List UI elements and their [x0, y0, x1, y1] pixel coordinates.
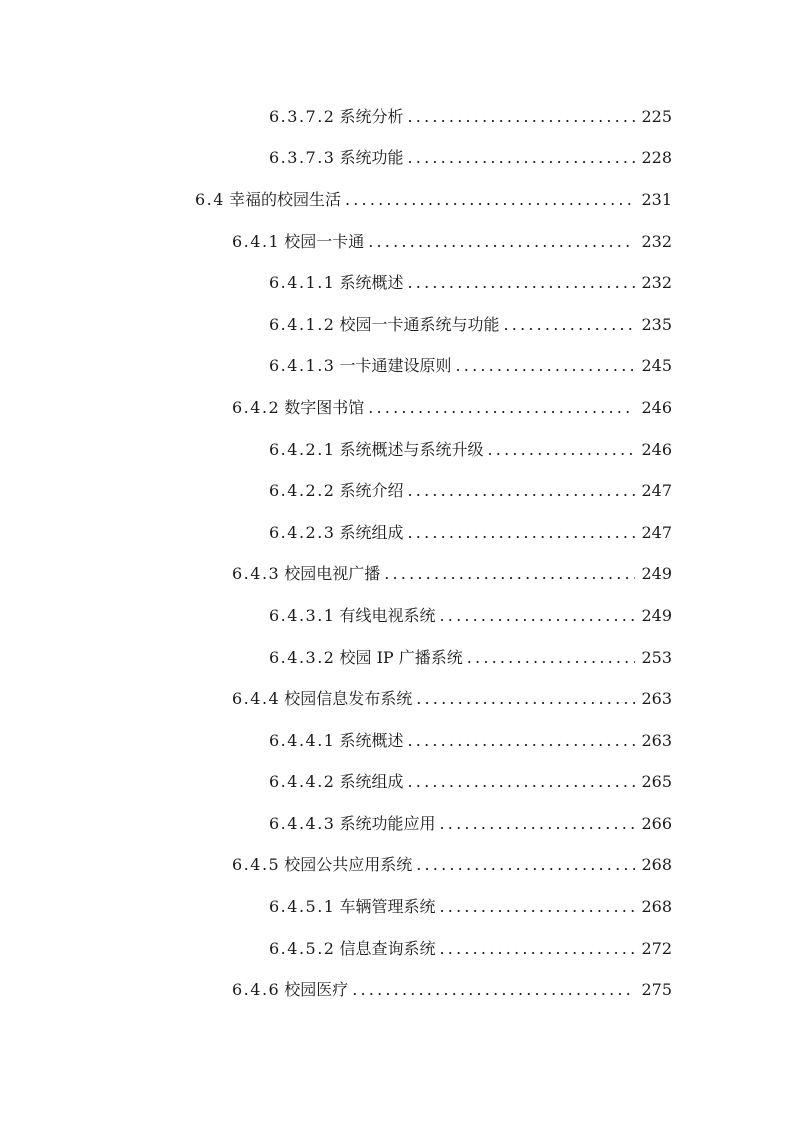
toc-dot-leader [408, 148, 636, 168]
toc-entry-number: 6.4.2.2 [269, 481, 336, 501]
toc-entry-page: 249 [641, 605, 672, 625]
toc-entry[interactable] [0, 304, 793, 346]
toc-entry[interactable] [0, 179, 793, 221]
toc-entry-title: 系统介绍 [339, 481, 404, 501]
toc-dot-leader [368, 398, 635, 418]
toc-entry[interactable] [0, 262, 793, 304]
toc-dot-leader [408, 107, 636, 127]
toc-entry-title: 幸福的校园生活 [228, 189, 341, 209]
toc-entry-title: 数字图书馆 [284, 397, 365, 417]
toc-entry-page: 268 [641, 897, 672, 917]
toc-entry-number: 6.4 [195, 189, 225, 209]
toc-entry[interactable] [0, 470, 793, 512]
toc-entry-number: 6.3.7.2 [269, 106, 336, 126]
toc-entry[interactable] [0, 138, 793, 180]
toc-entry-page: 253 [641, 647, 672, 667]
toc-entry[interactable] [0, 96, 793, 138]
toc-entry-page: 263 [641, 689, 672, 709]
toc-entry[interactable] [0, 845, 793, 887]
toc-entry[interactable] [0, 512, 793, 554]
toc-entry-title: 一卡通建设原则 [339, 356, 452, 376]
toc-entry-title: 校园公共应用系统 [284, 855, 413, 875]
toc-dot-leader [416, 855, 635, 875]
toc-entry-number: 6.4.5.2 [269, 938, 336, 958]
toc-entry-number: 6.4.4.2 [269, 772, 336, 792]
toc-entry-title: 系统概述 [339, 730, 404, 750]
toc-dot-leader [408, 273, 636, 293]
toc-entry[interactable] [0, 429, 793, 471]
toc-entry-page: 235 [641, 314, 672, 334]
toc-dot-leader [440, 897, 636, 917]
toc-entry-title: 信息查询系统 [339, 938, 436, 958]
toc-entry[interactable] [0, 595, 793, 637]
toc-entry-page: 247 [641, 522, 672, 542]
toc-dot-leader [384, 564, 635, 584]
toc-dot-leader [488, 440, 636, 460]
toc-entry-page: 247 [641, 481, 672, 501]
toc-entry-title: 系统组成 [339, 772, 404, 792]
toc-entry-title: 校园信息发布系统 [284, 689, 413, 709]
toc-dot-leader [440, 939, 636, 959]
toc-entry[interactable] [0, 886, 793, 928]
toc-entry[interactable] [0, 928, 793, 970]
toc-entry-number: 6.4.5 [232, 855, 281, 875]
toc-entry-number: 6.3.7.3 [269, 148, 336, 168]
toc-entry-title: 系统分析 [339, 106, 404, 126]
toc-entry-title: 系统概述与系统升级 [339, 439, 484, 459]
toc-entry[interactable] [0, 803, 793, 845]
toc-entry-title: 系统功能应用 [339, 813, 436, 833]
toc-entry-title: 系统概述 [339, 273, 404, 293]
toc-entry-title: 校园医疗 [284, 980, 349, 1000]
toc-entry-page: 228 [641, 148, 672, 168]
toc-entry-page: 246 [641, 397, 672, 417]
toc-entry-page: 272 [641, 938, 672, 958]
toc-entry[interactable] [0, 554, 793, 596]
toc-entry[interactable] [0, 720, 793, 762]
toc-entry-title: 校园 IP 广播系统 [339, 647, 463, 667]
toc-entry[interactable] [0, 969, 793, 1011]
toc-dot-leader [456, 356, 636, 376]
toc-entry-number: 6.4.1 [232, 231, 281, 251]
toc-entry-page: 268 [641, 855, 672, 875]
toc-entry[interactable] [0, 221, 793, 263]
table-of-contents [0, 96, 793, 1011]
toc-entry-number: 6.4.1.1 [269, 273, 336, 293]
toc-dot-leader [408, 523, 636, 543]
toc-entry-number: 6.4.2.3 [269, 522, 336, 542]
toc-dot-leader [408, 772, 636, 792]
toc-entry-title: 有线电视系统 [339, 605, 436, 625]
toc-entry-title: 系统功能 [339, 148, 404, 168]
toc-entry-number: 6.4.4.1 [269, 730, 336, 750]
toc-entry-page: 246 [641, 439, 672, 459]
toc-entry-title: 校园电视广播 [284, 564, 381, 584]
toc-entry-page: 231 [641, 189, 672, 209]
toc-entry-number: 6.4.3.2 [269, 647, 336, 667]
toc-entry-title: 校园一卡通 [284, 231, 365, 251]
toc-dot-leader [352, 980, 635, 1000]
toc-entry-number: 6.4.2.1 [269, 439, 336, 459]
toc-dot-leader [408, 481, 636, 501]
toc-entry-page: 232 [641, 273, 672, 293]
toc-entry-title: 车辆管理系统 [339, 897, 436, 917]
toc-entry-page: 266 [641, 813, 672, 833]
toc-entry[interactable] [0, 762, 793, 804]
toc-entry[interactable] [0, 387, 793, 429]
toc-entry-number: 6.4.4 [232, 689, 281, 709]
toc-dot-leader [416, 689, 635, 709]
toc-dot-leader [368, 232, 635, 252]
toc-entry-number: 6.4.1.2 [269, 314, 336, 334]
toc-dot-leader [345, 190, 635, 210]
toc-entry-title: 系统组成 [339, 522, 404, 542]
toc-entry-page: 275 [641, 980, 672, 1000]
toc-entry[interactable] [0, 637, 793, 679]
toc-entry-number: 6.4.1.3 [269, 356, 336, 376]
toc-dot-leader [408, 731, 636, 751]
toc-entry-page: 263 [641, 730, 672, 750]
toc-entry-number: 6.4.3.1 [269, 605, 336, 625]
toc-entry[interactable] [0, 346, 793, 388]
toc-entry-number: 6.4.5.1 [269, 897, 336, 917]
toc-entry-page: 232 [641, 231, 672, 251]
toc-entry-page: 245 [641, 356, 672, 376]
toc-dot-leader [504, 315, 636, 335]
toc-dot-leader [440, 606, 636, 626]
toc-dot-leader [467, 648, 636, 668]
toc-entry-title: 校园一卡通系统与功能 [339, 314, 500, 334]
toc-entry-page: 265 [641, 772, 672, 792]
toc-entry-number: 6.4.4.3 [269, 813, 336, 833]
toc-entry-number: 6.4.6 [232, 980, 281, 1000]
toc-entry[interactable] [0, 678, 793, 720]
toc-entry-page: 249 [641, 564, 672, 584]
toc-entry-page: 225 [641, 106, 672, 126]
toc-dot-leader [440, 814, 636, 834]
toc-entry-number: 6.4.2 [232, 397, 281, 417]
toc-entry-number: 6.4.3 [232, 564, 281, 584]
